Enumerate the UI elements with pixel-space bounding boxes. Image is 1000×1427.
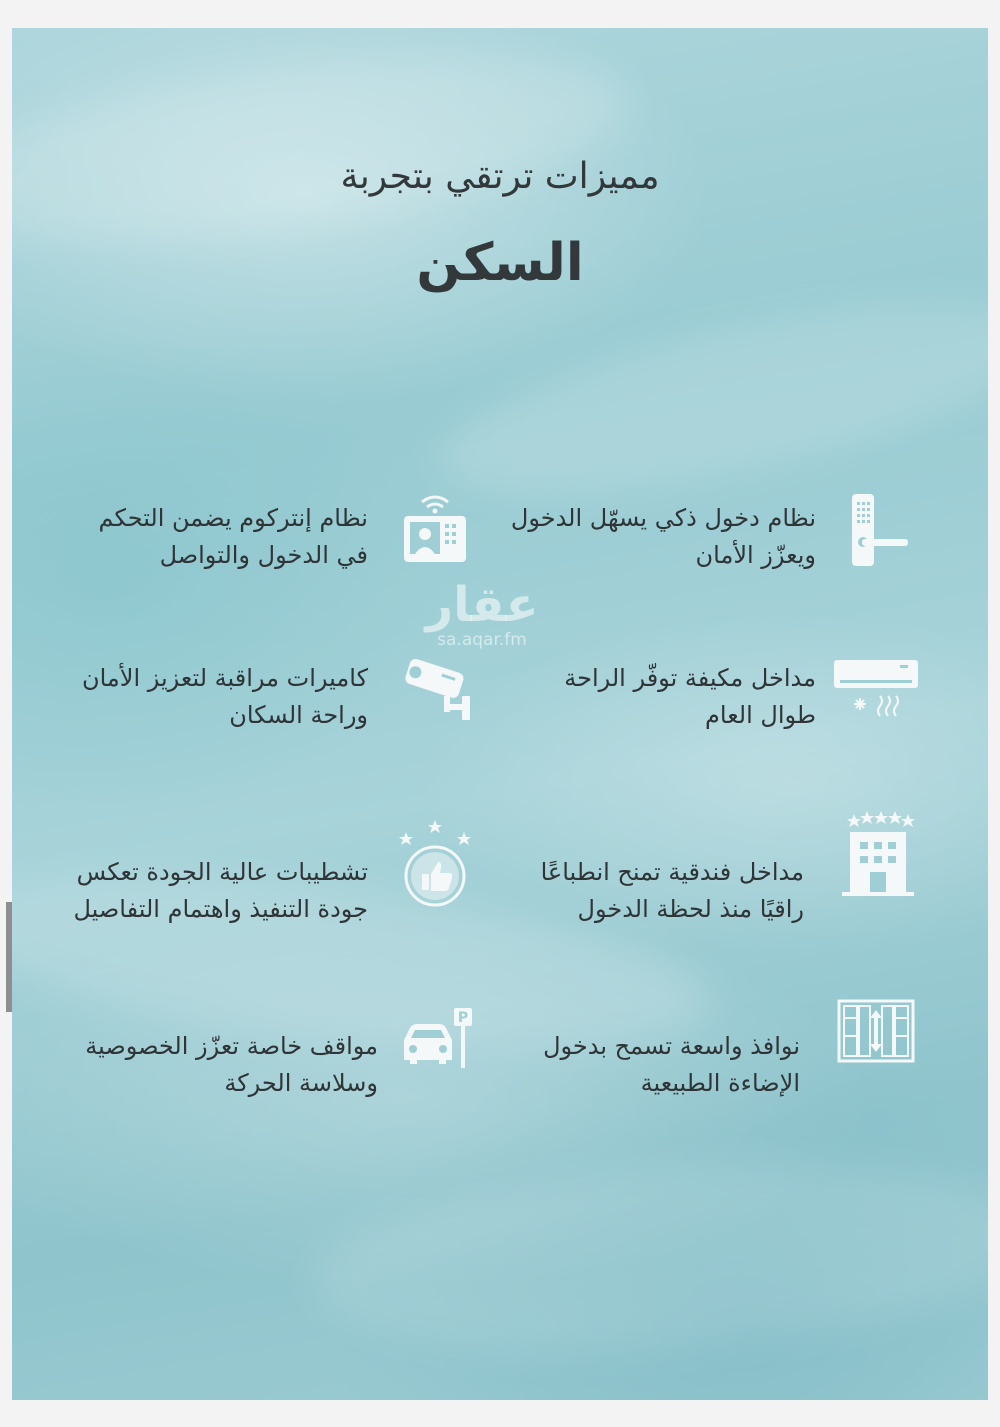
watermark <box>407 577 557 650</box>
feature-text: نوافذ واسعة تسمح بدخول <box>543 1032 800 1060</box>
svg-text:P: P <box>457 1010 469 1026</box>
feature-parking <box>85 1028 378 1102</box>
intercom-icon <box>400 490 470 570</box>
feature-text: تشطيبات عالية الجودة تعكس <box>76 858 368 886</box>
feature-text: مداخل فندقية تمنح انطباعًا <box>540 858 804 886</box>
feature-finishes <box>73 854 368 928</box>
feature-text: راقيًا منذ لحظة الدخول <box>577 895 804 923</box>
hotel-building-icon <box>834 810 920 896</box>
air-conditioner-icon <box>830 656 922 726</box>
background-swirl <box>307 1143 988 1373</box>
feature-text: مواقف خاصة تعزّز الخصوصية <box>85 1032 378 1060</box>
watermark-url: sa.aqar.fm <box>437 630 527 650</box>
security-camera-icon <box>400 656 480 726</box>
feature-smart-entry <box>511 500 816 574</box>
feature-intercom <box>98 500 368 574</box>
feature-text: وراحة السكان <box>229 701 368 729</box>
watermark-logo: عقار <box>425 577 539 633</box>
feature-text: في الدخول والتواصل <box>159 541 368 569</box>
feature-text: كاميرات مراقبة لتعزيز الأمان <box>81 664 368 692</box>
window-icon <box>836 998 916 1064</box>
feature-text: وسلاسة الحركة <box>224 1069 378 1097</box>
feature-text: نظام إنتركوم يضمن التحكم <box>98 504 368 532</box>
feature-text: جودة التنفيذ واهتمام التفاصيل <box>73 895 368 923</box>
parking-car-icon <box>398 1006 484 1070</box>
feature-text: الإضاءة الطبيعية <box>640 1069 800 1097</box>
feature-ac <box>564 660 816 734</box>
feature-text: ويعزّز الأمان <box>695 541 816 569</box>
page-title-line1: مميزات ترتقي بتجربة <box>340 156 660 197</box>
feature-windows <box>543 1028 800 1102</box>
feature-hotel-entrances <box>541 854 804 928</box>
page-title-line2: السكن <box>416 233 584 293</box>
amenities-poster <box>12 28 988 1400</box>
feature-text: طوال العام <box>705 701 816 729</box>
feature-text: نظام دخول ذكي يسهّل الدخول <box>510 504 816 532</box>
feature-cameras <box>82 660 368 734</box>
smart-lock-icon <box>842 490 912 570</box>
quality-thumbs-up-icon <box>392 818 478 910</box>
feature-text: مداخل مكيفة توفّر الراحة <box>564 664 816 692</box>
